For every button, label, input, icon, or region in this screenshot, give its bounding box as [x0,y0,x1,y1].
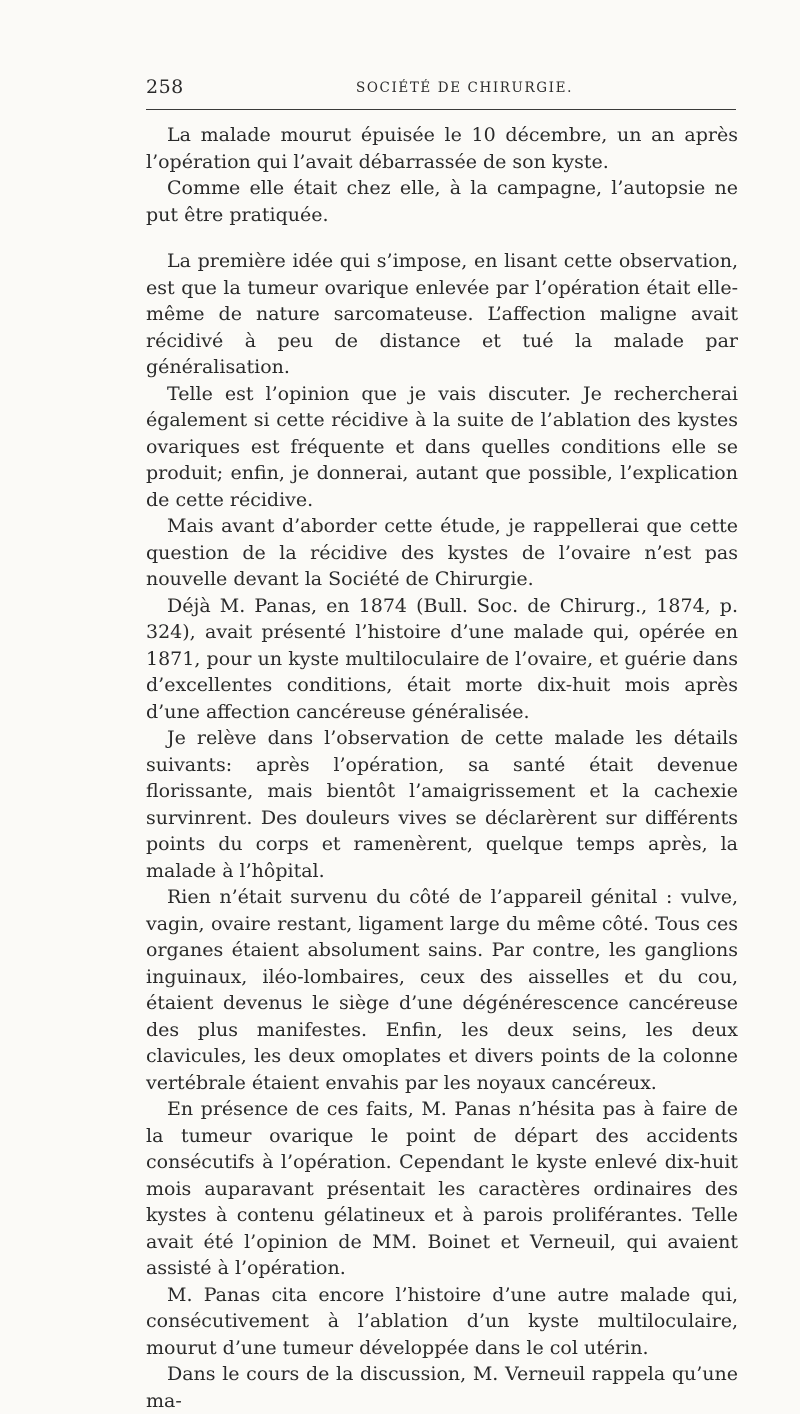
header-rule [146,109,736,110]
paragraph: Déjà M. Panas, en 1874 (Bull. Soc. de Chirurg., 1874, p. 324), avait présenté l’histoire d’une malade qui, opérée en 1871, pour un kyste multiloculaire de l’ovaire, et guérie dans d’excellentes conditions, était morte dix-huit mois après d’une affection cancéreuse généralisée. [146,594,738,723]
paragraph: Rien n’était survenu du côté de l’appareil génital : vulve, vagin, ovaire restant, ligament large du même côté. Tous ces organes étaient absolument sains. Par contre, les ganglions inguinaux, iléo-lombaires, ceux des aisselles et du cou, étaient devenus le siège d’une dégénérescence cancéreuse des plus manifestes. Enfin, les deux seins, les deux clavicules, les deux omoplates et divers points de la colonne vertébrale étaient envahis par les noyaux cancéreux. [146,886,738,1094]
running-title: SOCIÉTÉ DE CHIRURGIE. [356,80,573,96]
paragraph: M. Panas cita encore l’histoire d’une autre malade qui, consécutivement à l’ablation d’un kyste multiloculaire, mourut d’une tumeur développée dans le col utérin. [146,1283,738,1359]
paragraph: En présence de ces faits, M. Panas n’hésita pas à faire de la tumeur ovarique le point de départ des accidents consécutifs à l’opération. Cependant le kyste enlevé dix-huit mois auparavant présentait les caractères ordinaires des kystes à contenu gélatineux et à parois proliférantes. Telle avait été l’opinion de MM. Boinet et Verneuil, qui avaient assisté à l’opération. [146,1098,738,1279]
paragraph: Comme elle était chez elle, à la campagne, l’autopsie ne put être pratiquée. [146,177,738,226]
paragraph: Je relève dans l’observation de cette malade les détails suivants: après l’opération, sa santé était devenue florissante, mais bientôt l’amaigrissement et la cachexie survinrent. Des douleurs vives se déclarèrent sur différents points du corps et ramenèrent, quelque temps après, la malade à l’hôpital. [146,727,738,882]
page-number: 258 [146,76,184,98]
running-head [146,76,736,100]
paragraph: La première idée qui s’impose, en lisant cette observation, est que la tumeur ovarique enlevée par l’opération était elle-même de nature sarcomateuse. L’affection maligne avait récidivé à peu de distance et tué la malade par généralisation. [146,250,738,378]
paragraph: Telle est l’opinion que je vais discuter. Je rechercherai également si cette récidive à la suite de l’ablation des kystes ovariques est fréquente et dans quelles conditions elle se produit; enfin, je donnerai, autant que possible, l’explication de cette récidive. [146,382,738,511]
paragraph: Mais avant d’aborder cette étude, je rappellerai que cette question de la récidive des kystes de l’ovaire n’est pas nouvelle devant la Société de Chirurgie. [146,515,738,590]
paragraph: La malade mourut épuisée le 10 décembre, un an après l’opération qui l’avait débarrassée de son kyste. [146,124,738,173]
paragraph: Dans le cours de la discussion, M. Verneuil rappela qu’une ma- [146,1363,738,1412]
body-text [146,122,738,1414]
